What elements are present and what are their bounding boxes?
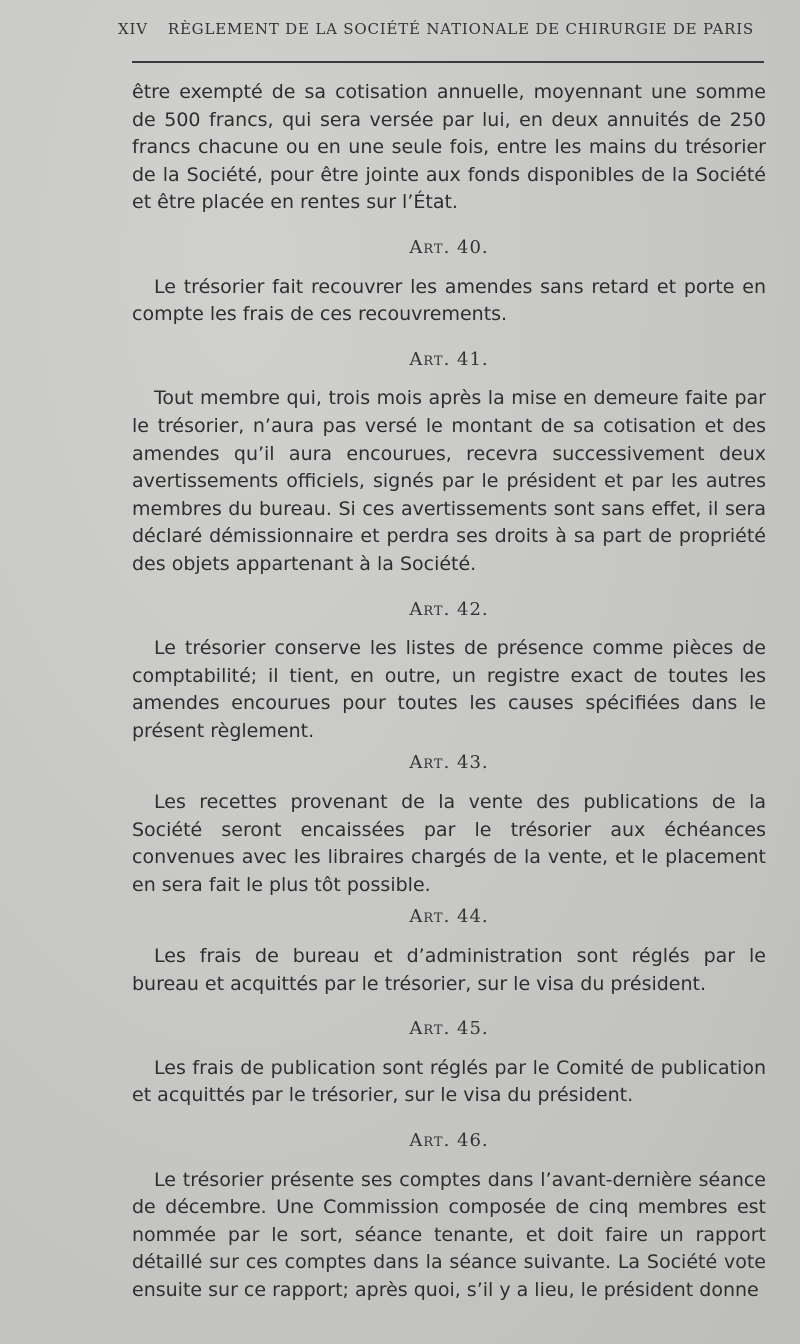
article-heading-40: Art. 40. [409, 236, 489, 258]
article-heading-41: Art. 41. [409, 348, 489, 370]
running-title: RÈGLEMENT DE LA SOCIÉTÉ NATIONALE DE CHIRURGIE DE PARIS [167, 20, 755, 38]
article-text-45: Les frais de publication sont réglés par le Comité de publication et acquittés par le trésorier, sur le visa du président. [132, 1056, 766, 1107]
article-text-41: Tout membre qui, trois mois après la mise en demeure faite par le trésorier, n’aura pas versé le montant de sa cotisation et des amendes qu’il aura encourues, recevra successivement deux avertissements officiels, signés par le président et par les autres membres du bureau. Si ces avertissements sont sans effet, il sera déclaré démissionnaire et perdra ses droits à sa part de propriété des objets appartenant à la Société. [132, 387, 766, 575]
article-heading-43: Art. 43. [409, 752, 489, 774]
paragraph-continuation: être exempté de sa cotisation annuelle, moyennant une somme de 500 francs, qui sera versée par lui, en deux annuités de 250 francs chacune ou en une seule fois, entre les mains du trésorier de la Société, pour être jointe aux fonds disponibles de la Société et être placée en rentes sur l’État. [132, 81, 766, 214]
header-rule [132, 61, 764, 63]
article-heading-42: Art. 42. [409, 598, 489, 620]
page-number: XIV [118, 20, 148, 38]
article-text-42: Le trésorier conserve les listes de présence comme pièces de comptabilité; il tient, en outre, un registre exact de toutes les amendes encourues pour toutes les causes spécifiées dans le présent règlement. [132, 637, 766, 742]
article-text-43: Les recettes provenant de la vente des publications de la Société seront encaissées par le trésorier aux échéances convenues avec les libraires chargés de la vente, et le placement en sera fait le plus tôt possible. [132, 791, 766, 896]
article-text-44: Les frais de bureau et d’administration sont réglés par le bureau et acquittés par le trésorier, sur le visa du président. [132, 945, 766, 995]
article-text-46: Le trésorier présente ses comptes dans l’avant-dernière séance de décembre. Une Commission composée de cinq membres est nommée par le sort, séance tenante, et doit faire un rapport détaillé sur ces comptes dans la séance suivante. La Société vote ensuite sur ce rapport; après quoi, s’il y a lieu, le président donne [132, 1168, 766, 1301]
article-heading-45: Art. 45. [409, 1018, 489, 1040]
page-body [132, 79, 766, 1305]
article-text-40: Le trésorier fait recouvrer les amendes sans retard et porte en compte les frais de ces recouvrements. [132, 275, 766, 326]
article-heading-46: Art. 46. [409, 1130, 489, 1151]
article-heading-44: Art. 44. [409, 906, 489, 928]
running-head [118, 20, 768, 38]
